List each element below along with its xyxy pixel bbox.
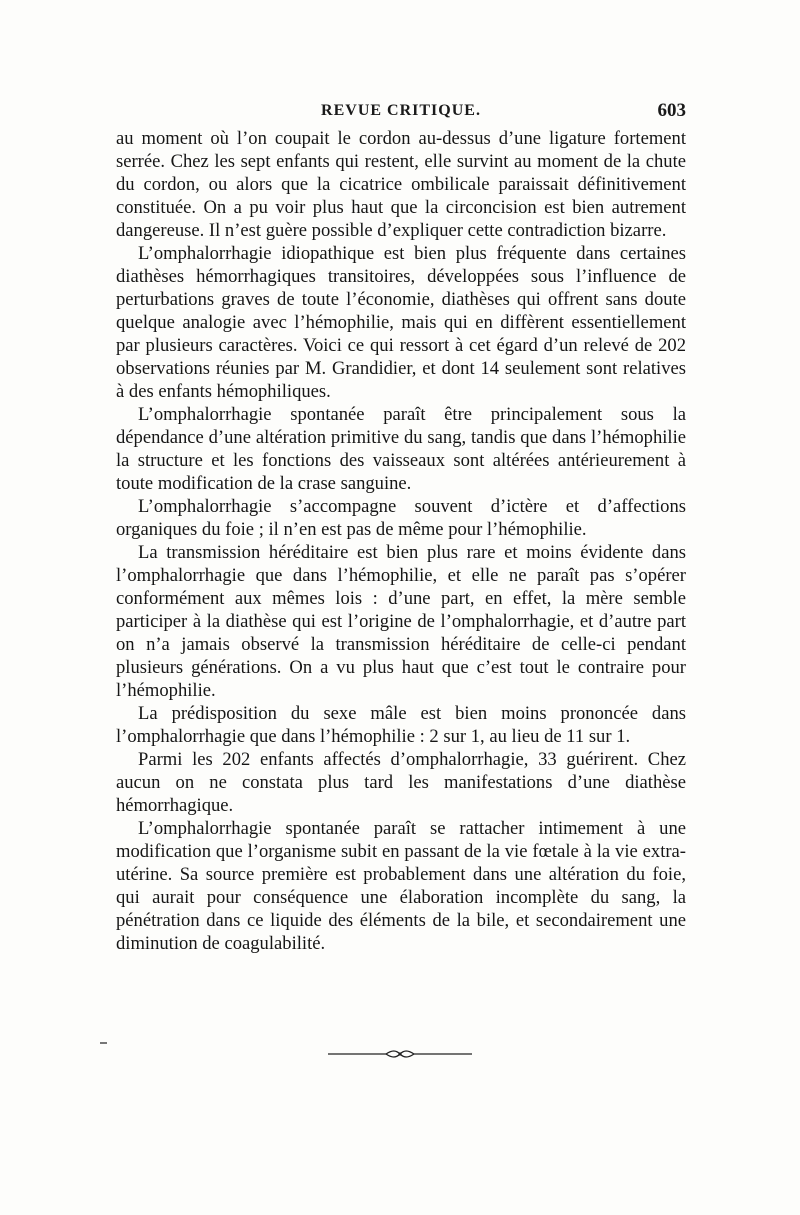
page-number: 603 — [657, 100, 686, 121]
page-header — [116, 100, 686, 128]
paragraph: L’omphalorrhagie spontanée paraît être principalement sous la dépendance d’une altération primitive du sang, tandis que dans l’hémophilie la structure et les fonctions des vaisseaux sont altérées antérieurement à toute modification de la crase sanguine. — [116, 404, 686, 494]
paragraph: au moment où l’on coupait le cordon au-dessus d’une ligature fortement serrée. Chez les sept enfants qui restent, elle survint au moment de la chute du cordon, ou alors que la cicatrice ombilicale paraissait définitivement constituée. On a pu voir plus haut que la circoncision est bien autrement dangereuse. Il n’est guère possible d’expliquer cette contradiction bizarre. — [116, 128, 686, 241]
paragraph: L’omphalorrhagie spontanée paraît se rattacher intimement à une modification que l’organisme subit en passant de la vie fœtale à la vie extra-utérine. Sa source première est probablement dans une altération du foie, qui aurait pour conséquence une élaboration incomplète du sang, la pénétration dans ce liquide des éléments de la bile, et secondairement une diminution de coagulabilité. — [116, 818, 686, 954]
paragraph: L’omphalorrhagie s’accompagne souvent d’ictère et d’affections organiques du foie ; il n’en est pas de même pour l’hémophilie. — [116, 496, 686, 540]
paragraph: L’omphalorrhagie idiopathique est bien plus fréquente dans certaines diathèses hémorrhagiques transitoires, développées sous l’influence de perturbations graves de toute l’économie, diathèses qui offrent sans doute quelque analogie avec l’hémophilie, mais qui en diffèrent essentiellement par plusieurs caractères. Voici ce qui ressort à cet égard d’un relevé de 202 observations réunies par M. Grandidier, et dont 14 seulement sont relatives à des enfants hémophiliques. — [116, 243, 686, 402]
paragraph: La prédisposition du sexe mâle est bien moins prononcée dans l’omphalorrhagie que dans l’hémophilie : 2 sur 1, au lieu de 11 sur 1. — [116, 703, 686, 747]
running-head: REVUE CRITIQUE. — [321, 102, 481, 119]
margin-mark — [100, 1042, 107, 1044]
paragraph: La transmission héréditaire est bien plus rare et moins évidente dans l’omphalorrhagie que dans l’hémophilie, et elle ne paraît pas s’opérer conformément aux mêmes lois : d’une part, en effet, la mère semble participer à la diathèse qui est l’origine de l’omphalorrhagie, et d’autre part on n’a jamais observé la transmission héréditaire de celle-ci pendant plusieurs générations. On a vu plus haut que c’est tout le contraire pour l’hémophilie. — [116, 542, 686, 701]
paragraph: Parmi les 202 enfants affectés d’omphalorrhagie, 33 guérirent. Chez aucun on ne constata plus tard les manifestations d’une diathèse hémorrhagique. — [116, 749, 686, 816]
end-ornament-rule — [326, 1049, 474, 1059]
body-text — [116, 127, 686, 955]
